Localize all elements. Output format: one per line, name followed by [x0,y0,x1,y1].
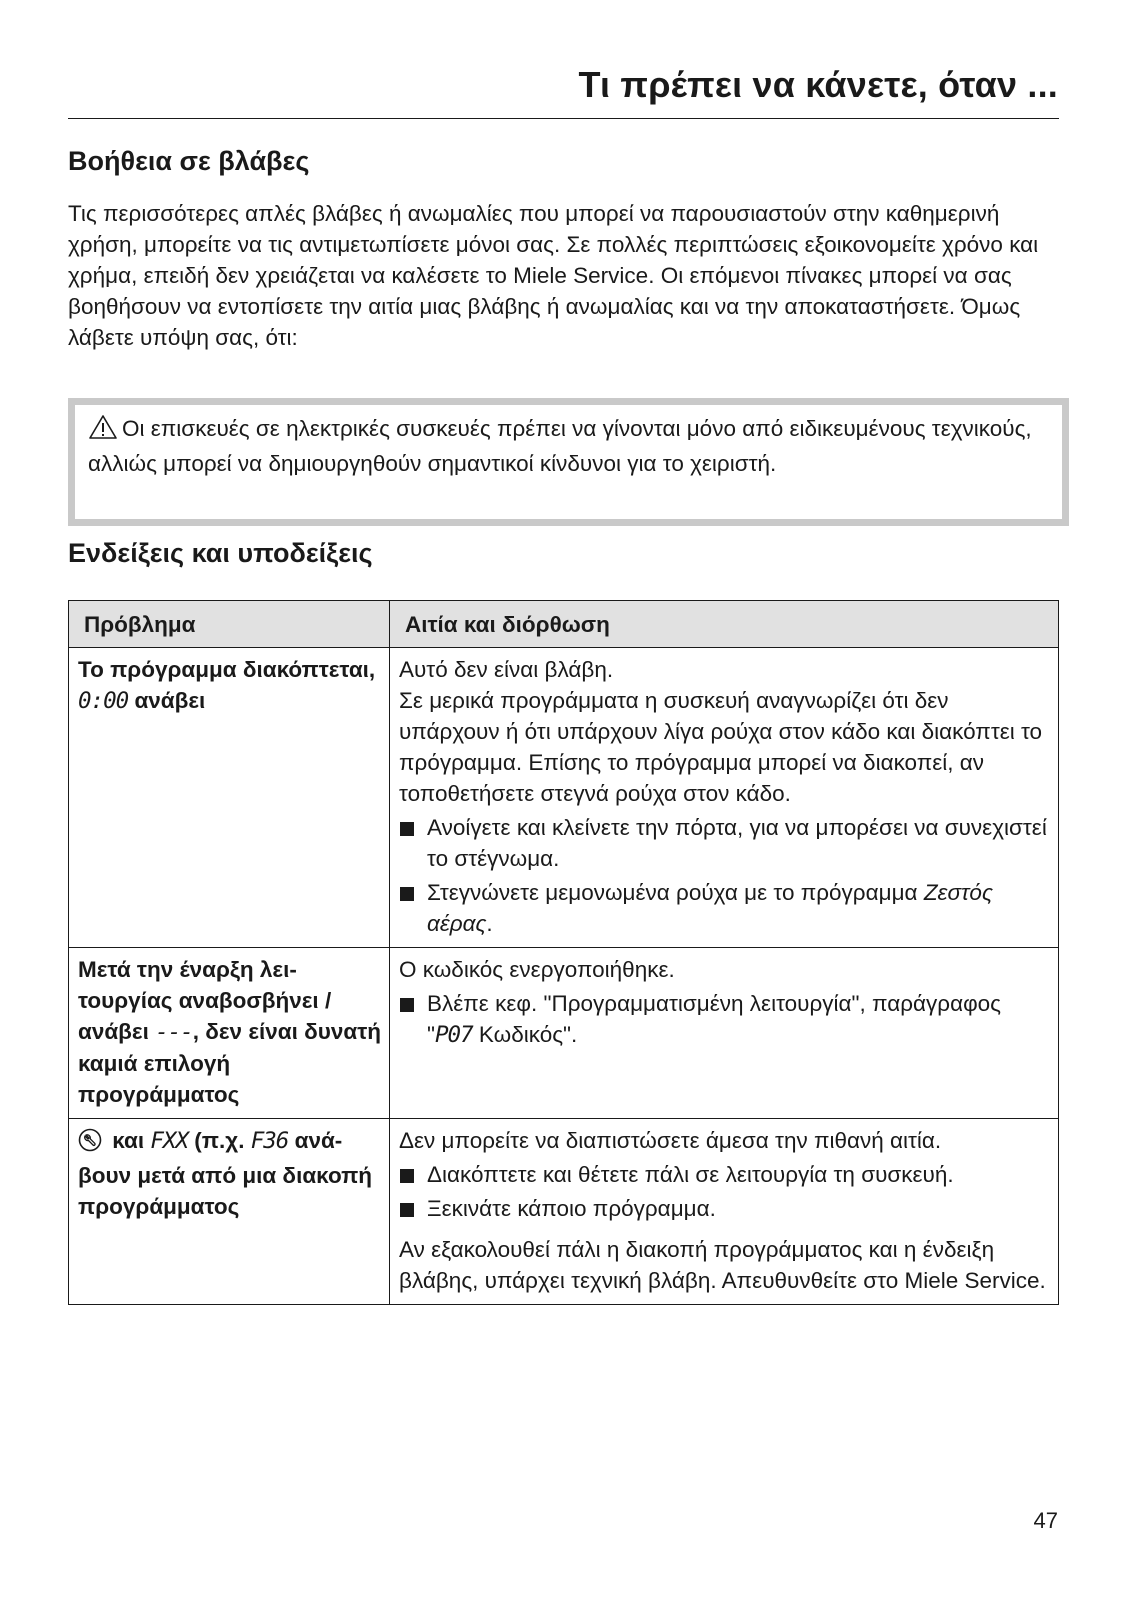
section-title-fault-help: Βοήθεια σε βλάβες [68,146,310,176]
fault-table [68,600,1059,1305]
display-code: P07 [435,1022,473,1048]
bullet-text: Κωδικός". [472,1022,578,1047]
problem-text: , δεν είναι δυνατή καμιά επιλογή προγράμματος [78,1019,381,1107]
bullet-square-icon [400,887,414,901]
warning-triangle-icon [88,414,118,448]
bullet-text: Ανοίγετε και κλείνετε την πόρτα, για να μπορέσει να συνεχιστεί το στέγνωμα. [427,815,1047,871]
cause-paragraph: Ο κωδικός ενεργοποιήθηκε. [399,957,675,982]
program-name: Ζεστός αέρας [427,880,993,936]
intro-paragraph: Τις περισσότερες απλές βλάβες ή ανωμαλίες που μπορεί να παρουσιαστούν στην καθημερινή χρήση, μπορείτε να τις αντιμετωπίσετε μόνοι σας. Σε πολλές περιπτώσεις εξοικονομείτε χρόνο και χρήμα, επειδή δεν χρειάζεται να καλέσετε το Miele Service. Οι επόμενοι πίνακες μπορεί να σας βοηθήσουν να εντοπίσετε την αιτία μιας βλάβης ή ανωμαλίας και να την αποκαταστήσετε. Όμως λάβετε υπόψη σας, ότι: [68,201,1039,350]
column-header-problem: Πρόβλημα [69,601,390,648]
cause-paragraph: Δεν μπορείτε να διαπιστώσετε άμεσα την πιθανή αιτία. [399,1128,942,1153]
bullet-text: . [486,911,493,936]
problem-text: Το πρόγραμμα διακόπτεται, [78,657,376,682]
problem-cell [69,948,390,1119]
action-bullet [399,877,1050,939]
table-row [69,948,1059,1119]
page-number: 47 [1033,1508,1058,1533]
table-header-row [69,601,1059,648]
problem-cell [69,648,390,948]
column-header-cause: Αιτία και διόρθωση [390,601,1059,648]
problem-text: Μετά την έναρξη λειτουργίας αναβοσβήνει / ανάβει [78,957,332,1044]
page-header-title: Τι πρέπει να κάνετε, όταν ... [578,64,1058,105]
service-wrench-icon [78,1128,102,1160]
bullet-text: Βλέπε κεφ. "Προγραμματισμένη λειτουργία", παράγραφος " [427,991,1002,1047]
problem-text: (π.χ. [188,1128,251,1153]
display-code: 0:00 [78,688,129,714]
cause-paragraph: Αν εξακολουθεί πάλι η διακοπή προγράμματος και η ένδειξη βλάβης, υπάρχει τεχνική βλάβη. Απευθυνθείτε στο Miele Service. [399,1237,1046,1293]
cause-cell [390,1119,1059,1305]
display-code: F36 [250,1128,289,1154]
cause-cell [390,648,1059,948]
bullet-text: Στεγνώνετε μεμονωμένα ρούχα με το πρόγραμμα [427,880,924,905]
display-code: --- [155,1019,193,1045]
display-code: FXX [150,1128,189,1154]
bullet-square-icon [400,1169,414,1183]
cause-paragraph: Σε μερικά προγράμματα η συσκευή αναγνωρίζει ότι δεν υπάρχουν ή ότι υπάρχουν λίγα ρούχα στον κάδο και διακόπτει το πρόγραμμα. Επίσης το πρόγραμμα μπορεί να διακοπεί, αν τοποθετήσετε στεγνά ρούχα στον κάδο. [399,688,1043,806]
action-bullet [399,1193,1050,1224]
header-divider [68,118,1059,119]
problem-cell [69,1119,390,1305]
bullet-square-icon [400,822,414,836]
bullet-text: Διακόπτετε και θέτετε πάλι σε λειτουργία τη συσκευή. [427,1162,954,1187]
action-bullet [399,1159,1050,1190]
action-bullet [399,812,1050,874]
bullet-square-icon [400,998,414,1012]
warning-text: Οι επισκευές σε ηλεκτρικές συσκευές πρέπει να γίνονται μόνο από ειδικευμένους τεχνικούς, αλλιώς μπορεί να δημιουργηθούν σημαντικοί κίνδυνοι για το χειριστή. [88,416,1032,476]
cause-paragraph: Αυτό δεν είναι βλάβη. [399,657,614,682]
cause-cell [390,948,1059,1119]
warning-box [68,398,1069,526]
action-bullet [399,988,1050,1051]
bullet-square-icon [400,1203,414,1217]
section-title-indications: Ενδείξεις και υποδείξεις [68,538,373,568]
table-row [69,648,1059,948]
problem-text: ανάβουν μετά από μια διακοπή προγράμματος [78,1128,373,1219]
problem-text: ανάβει [128,688,206,713]
problem-text: και [106,1128,151,1153]
bullet-text: Ξεκινάτε κάποιο πρόγραμμα. [427,1196,716,1221]
table-row [69,1119,1059,1305]
